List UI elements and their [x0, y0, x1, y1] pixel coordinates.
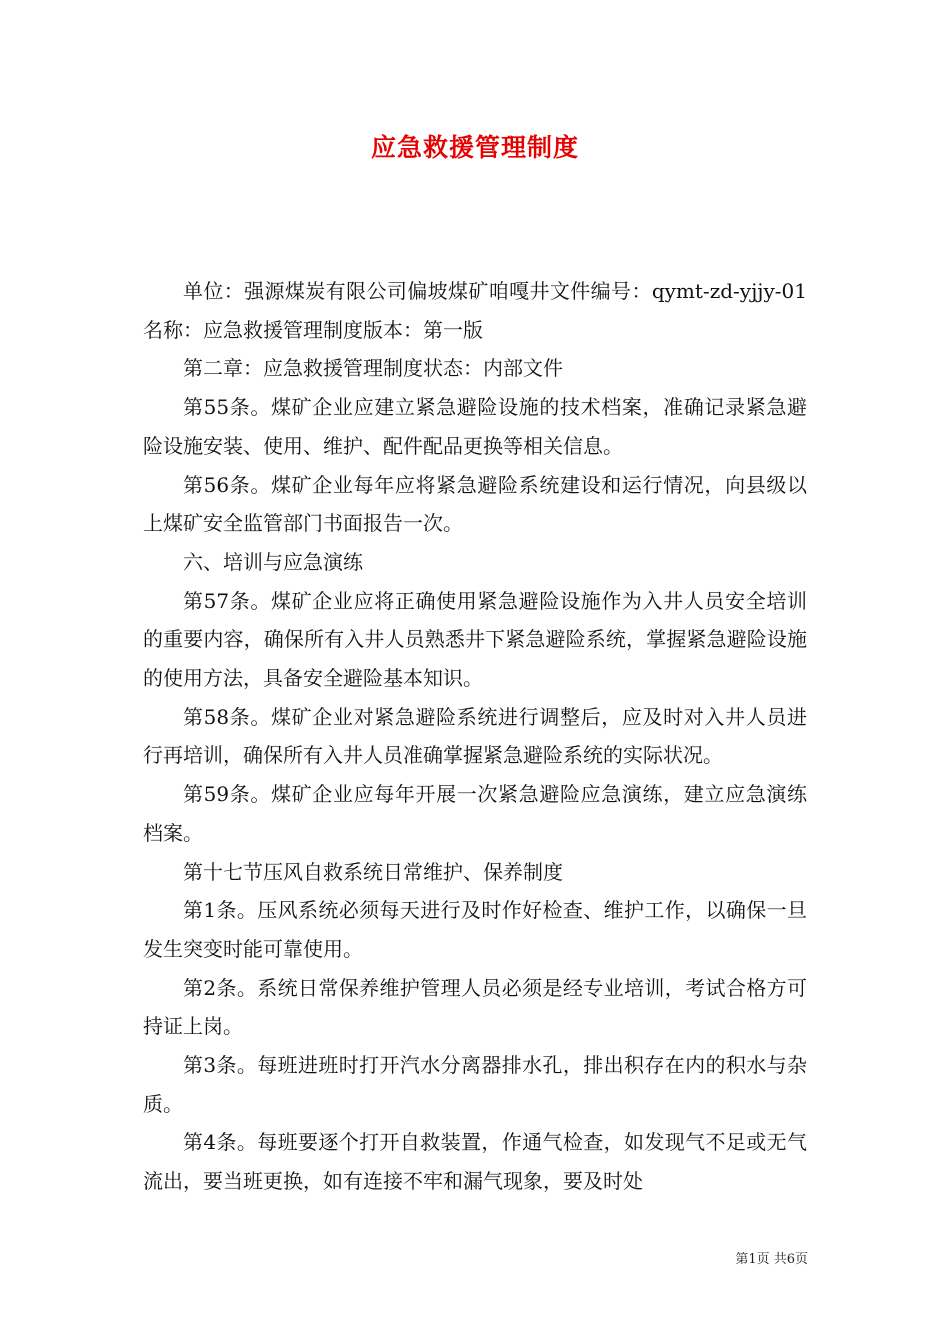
- paragraph-article-59: 第59条。煤矿企业应每年开展一次紧急避险应急演练，建立应急演练档案。: [143, 782, 807, 845]
- paragraph-item-4: 第4条。每班要逐个打开自救装置，作通气检查，如发现气不足或无气流出，要当班更换，如有连接不牢和漏气现象，要及时处: [143, 1130, 807, 1194]
- document-title: 应急救援管理制度: [370, 133, 579, 162]
- paragraph-article-58: 第58条。煤矿企业对紧急避险系统进行调整后，应及时对入井人员进行再培训，确保所有入井人员准确掌握紧急避险系统的实际状况。: [143, 704, 807, 768]
- paragraph-item-3: 第3条。每班进班时打开汽水分离器排水孔，排出积存在内的积水与杂质。: [143, 1053, 807, 1116]
- paragraph-item-1: 第1条。压风系统必须每天进行及时作好检查、维护工作，以确保一旦发生突变时能可靠使用。: [143, 898, 807, 961]
- paragraph-header-info: 单位：强源煤炭有限公司偏坡煤矿咱嘎井文件编号：qymt-zd-yjjy-01名称：应急救援管理制度版本：第一版: [143, 279, 807, 342]
- page-number-footer: 第1页 共6页: [735, 1252, 808, 1267]
- section-heading-section-17: 第十七节压风自救系统日常维护、保养制度: [183, 859, 563, 884]
- paragraph-article-55: 第55条。煤矿企业应建立紧急避险设施的技术档案，准确记录紧急避险设施安装、使用、维护、配件配品更换等相关信息。: [143, 395, 807, 458]
- paragraph-article-56: 第56条。煤矿企业每年应将紧急避险系统建设和运行情况，向县级以上煤矿安全监管部门书面报告一次。: [143, 472, 807, 536]
- section-heading-training: 六、培训与应急演练: [183, 549, 363, 574]
- paragraph-chapter: 第二章：应急救援管理制度状态：内部文件: [183, 356, 563, 381]
- document-body: [143, 272, 807, 1201]
- paragraph-item-2: 第2条。系统日常保养维护管理人员必须是经专业培训，考试合格方可持证上岗。: [143, 975, 807, 1039]
- paragraph-article-57: 第57条。煤矿企业应将正确使用紧急避险设施作为入井人员安全培训的重要内容，确保所有入井人员熟悉井下紧急避险系统，掌握紧急避险设施的使用方法，具备安全避险基本知识。: [143, 588, 807, 691]
